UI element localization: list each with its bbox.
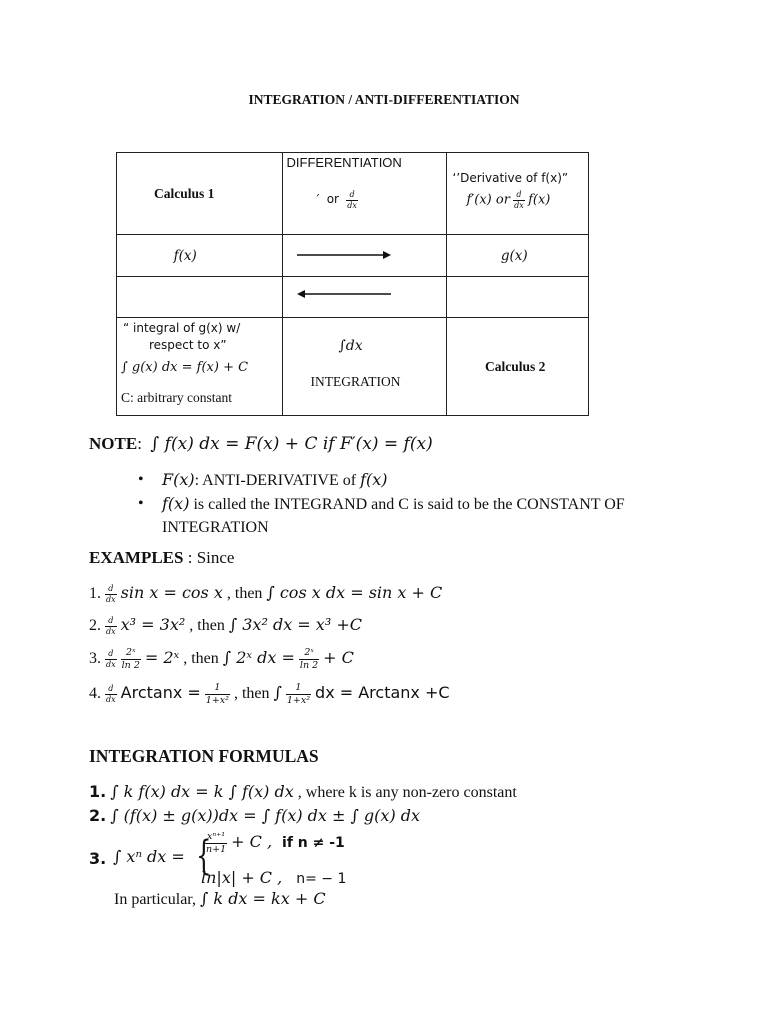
fx-label: f(x): [173, 247, 197, 264]
calculus1-label: Calculus 1: [154, 185, 215, 201]
fraction-denominator: dx: [106, 659, 116, 669]
fraction-denominator: dx: [514, 201, 524, 210]
fraction-numerator: 1: [214, 682, 221, 694]
table-cell-integration: [282, 318, 446, 416]
example-rhs: ∫ 2ˣ dx =: [222, 648, 295, 667]
example-number: 3.: [89, 650, 101, 667]
table-cell-fx: [117, 235, 283, 277]
example-rhs: ∫: [273, 683, 282, 702]
example-number: 1.: [89, 585, 101, 602]
formula-2: [89, 806, 420, 826]
examples-heading: [89, 548, 234, 568]
note-label: NOTE: [89, 434, 138, 453]
fraction-numerator: d: [349, 190, 355, 199]
respect-label: respect to x”: [149, 338, 227, 352]
example-number: 4.: [89, 685, 101, 702]
fraction-denominator: n+1: [206, 843, 227, 855]
derivative-expr-left: f′(x) or: [466, 192, 510, 208]
fraction: [299, 648, 319, 670]
example-rhs: dx = Arctanx +C: [315, 683, 450, 702]
d-dx-fraction: [105, 585, 117, 604]
fraction-numerator: d: [516, 190, 522, 199]
example-item-1: [89, 583, 442, 604]
table-cell-derivative: [446, 153, 589, 235]
case-condition: if n ≠ -1: [282, 835, 345, 851]
formula-number: 1.: [89, 782, 107, 801]
note-bullet-list: [138, 468, 698, 539]
example-lhs: = 2ˣ: [144, 648, 180, 667]
table-cell-empty: [117, 277, 283, 318]
integral-of-label: “ integral of g(x) w/: [123, 321, 241, 335]
example-then: , then: [179, 650, 223, 667]
table-cell-left-arrow: [282, 277, 446, 318]
example-rhs: + C: [323, 648, 354, 667]
table-cell-calculus2: [446, 318, 589, 416]
fraction-numerator: d: [108, 615, 114, 625]
calculus2-label: Calculus 2: [485, 358, 546, 374]
differentiation-notation: [317, 191, 358, 210]
case-expression: ln|x| + C ,: [201, 868, 283, 887]
integral-formula: ∫ g(x) dx = f(x) + C: [121, 360, 249, 375]
left-brace-icon: {: [196, 833, 212, 879]
note-line: [89, 434, 433, 454]
table-cell-differentiation: [282, 153, 446, 235]
fraction-denominator: 1+x²: [205, 694, 229, 706]
table-cell-calculus1: [117, 153, 283, 235]
example-item-2: [89, 615, 362, 636]
example-lhs: Arctanx =: [120, 683, 201, 702]
note-colon: :: [137, 434, 142, 453]
example-item-3: [89, 648, 354, 670]
fraction-denominator: ln 2: [121, 659, 140, 671]
fraction: [205, 683, 230, 705]
formula-number: 2.: [89, 806, 107, 825]
table-cell-right-arrow: [282, 235, 446, 277]
or-text: or: [326, 192, 339, 207]
differentiation-label: DIFFERENTIATION: [286, 155, 402, 170]
example-lhs: sin x = cos x: [120, 583, 223, 602]
fraction-denominator: dx: [106, 694, 116, 704]
list-item: [138, 492, 698, 539]
example-lhs: x³ = 3x²: [120, 615, 186, 634]
formula-number: 3.: [89, 849, 107, 868]
fraction-numerator: 2ˣ: [126, 647, 136, 659]
formula-text: , where k is any non-zero constant: [293, 784, 517, 801]
example-rhs: ∫ cos x dx = sin x + C: [266, 583, 443, 602]
note-expression: ∫ f(x) dx = F(x) + C if F′(x) = f(x): [150, 434, 433, 454]
integral-dx-symbol: ∫dx: [338, 338, 363, 354]
prime-symbol: ′: [316, 192, 320, 208]
example-rhs: ∫ 3x² dx = x³ +C: [228, 615, 362, 634]
fraction-denominator: ln 2: [299, 659, 319, 671]
fraction-numerator: d: [108, 648, 114, 658]
derivative-expression: [467, 191, 551, 210]
particular-text: In particular,: [114, 891, 200, 908]
fraction-denominator: 1+x²: [286, 694, 311, 706]
bullet-expr: F(x): [162, 470, 195, 489]
formula-expression: ∫ k f(x) dx = k ∫ f(x) dx: [110, 782, 294, 801]
bullet-expr: f(x): [162, 494, 190, 513]
case-expression: + C ,: [231, 832, 273, 851]
page-title: INTEGRATION / ANTI-DIFFERENTIATION: [248, 92, 520, 107]
bullet-text: : ANTI-DERIVATIVE of: [194, 472, 361, 489]
case-condition: n= − 1: [296, 871, 347, 887]
fraction-numerator: xⁿ⁺¹: [207, 831, 226, 843]
fraction-denominator: dx: [347, 201, 357, 210]
examples-since: : Since: [183, 548, 235, 567]
derivative-label: ‘’Derivative of f(x)”: [452, 171, 569, 185]
fraction-numerator: d: [108, 583, 114, 593]
gx-label: g(x): [500, 247, 528, 264]
fraction-numerator: 1: [295, 682, 302, 694]
formula-1: [89, 782, 517, 802]
left-arrow-icon: [283, 277, 446, 313]
table-cell-integral-of: [117, 318, 283, 416]
d-dx-fraction: [105, 685, 117, 704]
examples-label: EXAMPLES: [89, 548, 184, 567]
bullet-expr: f(x): [360, 470, 388, 489]
derivative-expr-right: f(x): [528, 192, 551, 208]
formula-case-1: [205, 832, 345, 854]
d-dx-fraction: [513, 191, 525, 210]
formula-lhs: ∫ xⁿ dx =: [113, 847, 185, 866]
example-then: , then: [185, 617, 229, 634]
fraction-denominator: dx: [106, 626, 116, 636]
fraction-denominator: dx: [106, 594, 116, 604]
arbitrary-constant-label: C: arbitrary constant: [121, 390, 232, 405]
d-dx-fraction: [346, 191, 358, 210]
integration-label: INTEGRATION: [310, 374, 401, 389]
formulas-heading: INTEGRATION FORMULAS: [89, 746, 319, 766]
example-number: 2.: [89, 617, 101, 634]
d-dx-fraction: [105, 650, 117, 669]
list-item: [138, 468, 698, 492]
formula-particular: [114, 889, 326, 909]
particular-expression: ∫ k dx = kx + C: [199, 889, 326, 908]
fraction: [205, 832, 227, 854]
formula-expression: ∫ (f(x) ± g(x))dx = ∫ f(x) dx ± ∫ g(x) dx: [110, 806, 421, 825]
table-cell-empty: [446, 277, 589, 318]
formula-case-2: [201, 868, 346, 888]
example-then: , then: [229, 685, 274, 702]
calculus-table: [116, 152, 589, 416]
fraction: [286, 683, 311, 705]
d-dx-fraction: [105, 617, 117, 636]
example-then: , then: [222, 585, 267, 602]
bullet-text: is called the INTEGRAND and C is said to be the CONSTANT OF INTEGRATION: [162, 496, 625, 536]
example-item-4: [89, 683, 450, 705]
table-cell-gx: [446, 235, 589, 277]
fraction-numerator: d: [108, 683, 114, 693]
fraction: [121, 648, 141, 670]
fraction-numerator: 2ˣ: [304, 647, 314, 659]
right-arrow-icon: [283, 235, 446, 272]
